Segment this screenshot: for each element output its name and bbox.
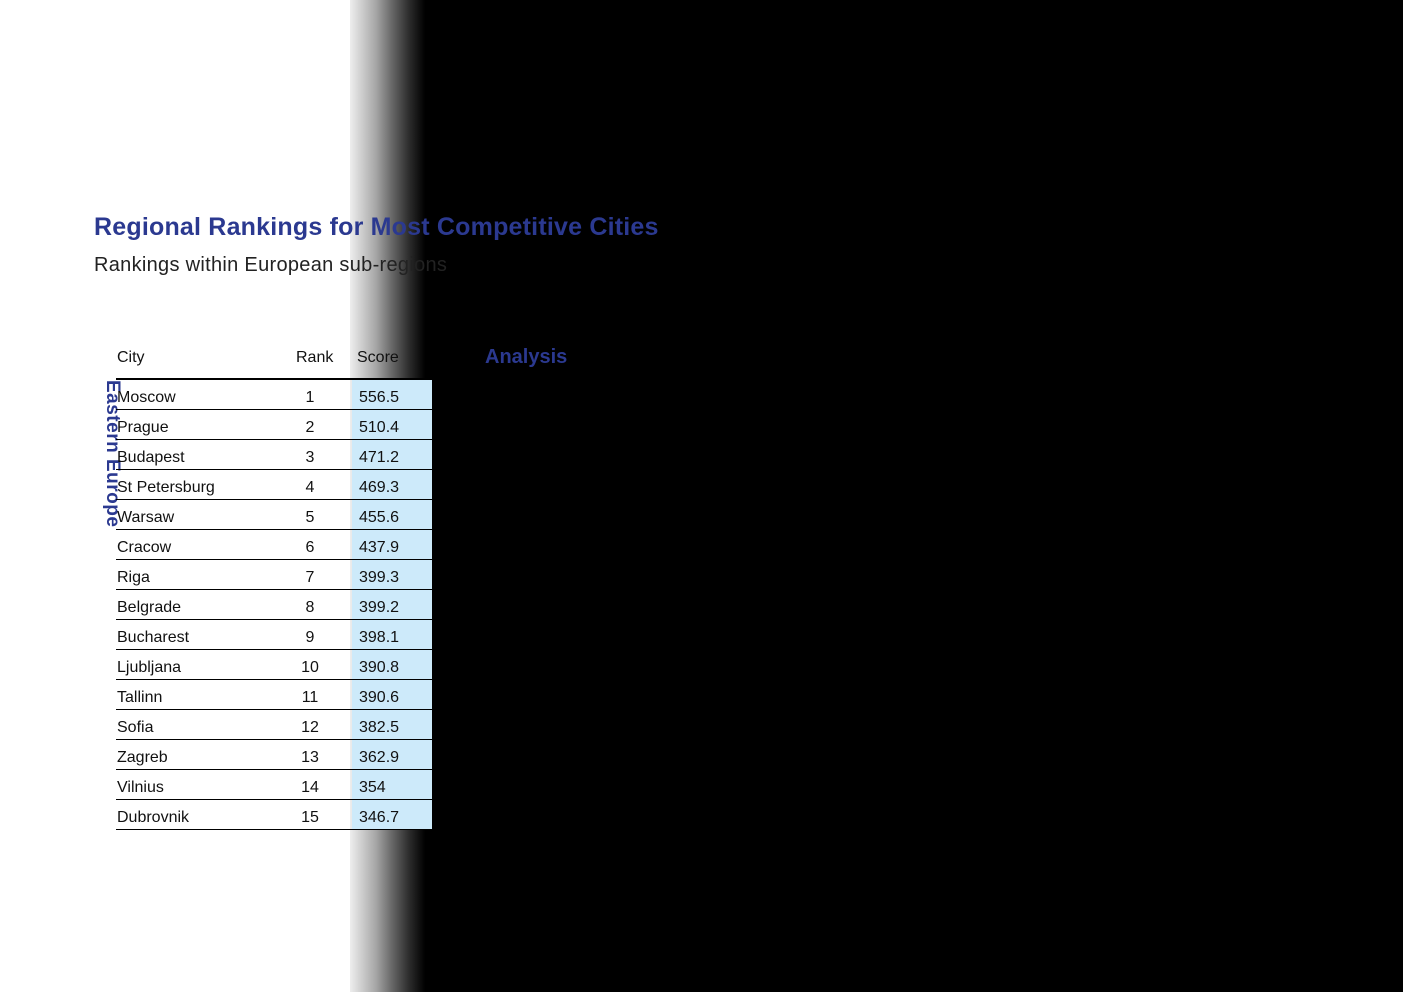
city-score: 437.9 <box>359 539 400 556</box>
table-row <box>116 710 432 740</box>
city-score: 399.3 <box>359 569 400 586</box>
city-rank: 9 <box>305 629 315 646</box>
table-row <box>116 770 432 800</box>
city-score: 346.7 <box>359 809 400 826</box>
table-body <box>116 380 432 830</box>
page-subtitle: Rankings within European sub-regions <box>94 254 448 276</box>
city-name: Budapest <box>117 449 185 466</box>
city-score: 469.3 <box>359 479 400 496</box>
table-row <box>116 650 432 680</box>
city-score: 354 <box>359 779 386 796</box>
column-header-rank: Rank <box>296 349 334 366</box>
city-rank: 3 <box>305 449 315 466</box>
city-name: Sofia <box>117 719 154 736</box>
city-rank: 12 <box>301 719 319 736</box>
city-rank: 2 <box>305 419 315 436</box>
table-row <box>116 560 432 590</box>
city-name: Moscow <box>117 389 176 406</box>
city-score: 471.2 <box>359 449 400 466</box>
city-name: Belgrade <box>117 599 182 616</box>
region-label: Eastern Europe <box>102 380 123 528</box>
table-row <box>116 680 432 710</box>
city-name: Ljubljana <box>117 659 182 676</box>
city-rank: 8 <box>305 599 315 616</box>
column-header-score: Score <box>357 349 399 366</box>
city-name: Bucharest <box>117 629 190 646</box>
city-score: 510.4 <box>359 419 400 436</box>
city-score: 390.8 <box>359 659 400 676</box>
city-name: Prague <box>117 419 169 436</box>
table-row <box>116 530 432 560</box>
city-score: 455.6 <box>359 509 400 526</box>
city-score: 362.9 <box>359 749 400 766</box>
table-row <box>116 440 432 470</box>
city-name: St Petersburg <box>117 479 215 496</box>
city-rank: 7 <box>305 569 315 586</box>
table-row <box>116 470 432 500</box>
city-name: Cracow <box>117 539 172 556</box>
city-name: Riga <box>117 569 150 586</box>
city-rank: 10 <box>301 659 319 676</box>
city-score: 398.1 <box>359 629 400 646</box>
city-rank: 6 <box>305 539 315 556</box>
city-score: 390.6 <box>359 689 400 706</box>
city-name: Vilnius <box>117 779 164 796</box>
city-rank: 15 <box>301 809 319 826</box>
city-score: 556.5 <box>359 389 400 406</box>
analysis-heading: Analysis <box>485 346 568 368</box>
city-rank: 1 <box>305 389 315 406</box>
page-title: Regional Rankings for Most Competitive Cities <box>94 213 659 241</box>
city-score: 382.5 <box>359 719 400 736</box>
table-row <box>116 410 432 440</box>
column-header-city: City <box>117 349 145 366</box>
city-name: Warsaw <box>117 509 175 526</box>
city-rank: 4 <box>305 479 315 496</box>
city-rank: 14 <box>301 779 319 796</box>
table-row <box>116 740 432 770</box>
city-rank: 5 <box>305 509 315 526</box>
city-rank: 11 <box>301 689 319 706</box>
city-name: Tallinn <box>117 689 163 706</box>
city-name: Dubrovnik <box>117 809 190 826</box>
table-row <box>116 590 432 620</box>
table-row <box>116 620 432 650</box>
table-row <box>116 500 432 530</box>
city-name: Zagreb <box>117 749 168 766</box>
table-row <box>116 380 432 410</box>
table-row <box>116 800 432 830</box>
city-score: 399.2 <box>359 599 400 616</box>
city-rank: 13 <box>301 749 319 766</box>
